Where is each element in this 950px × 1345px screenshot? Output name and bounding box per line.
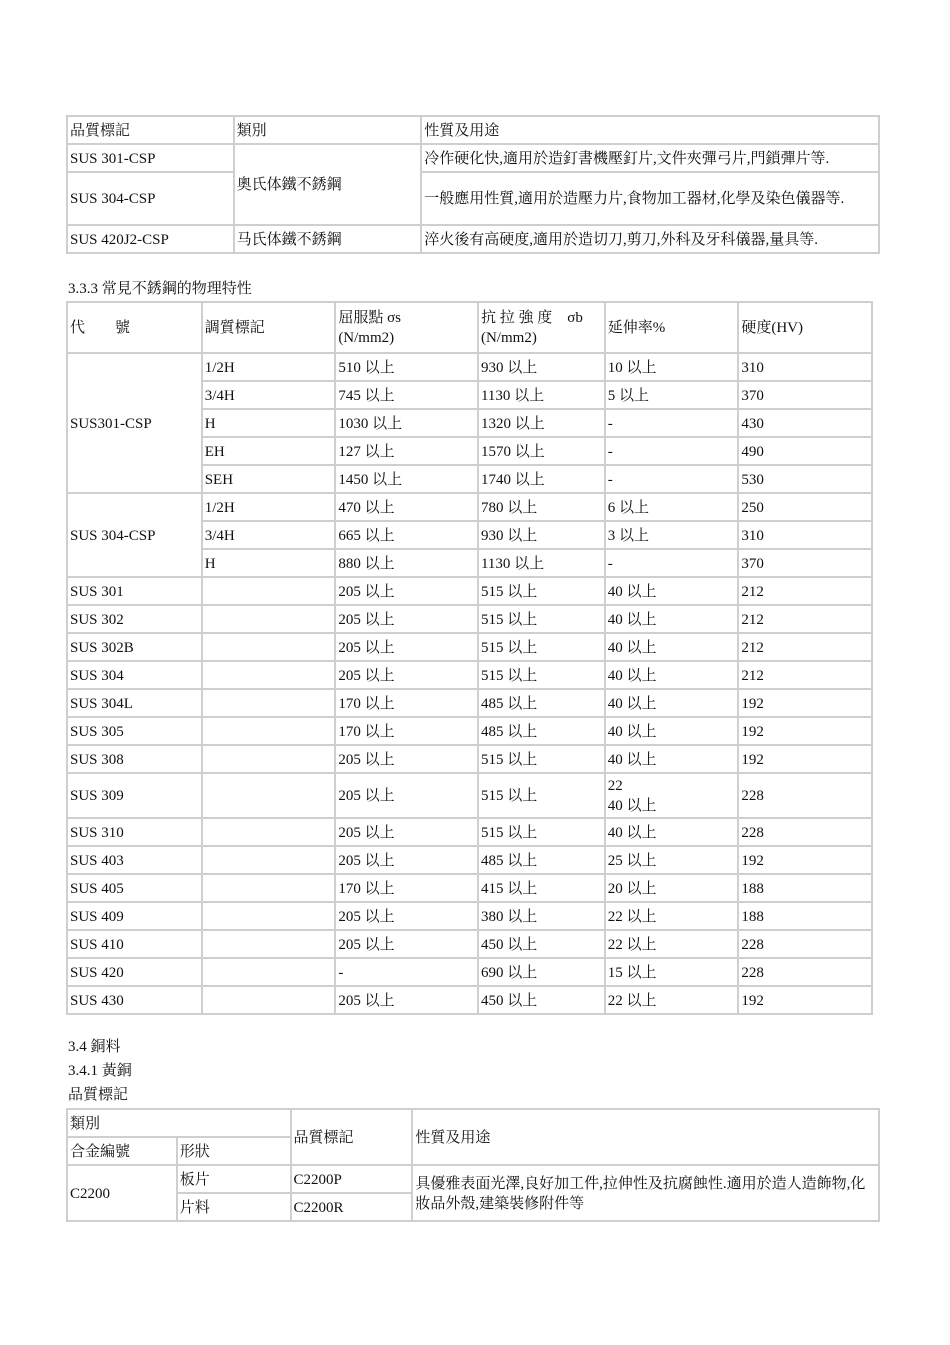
temper-cell: 1/2H xyxy=(202,493,336,521)
tensile-cell: 515 以上 xyxy=(478,818,605,846)
grade-category-cell: 奧氏体鐵不銹鋼 xyxy=(234,144,422,225)
yield-cell: 510 以上 xyxy=(335,353,478,381)
header-cell: 類別 xyxy=(234,116,422,144)
temper-cell xyxy=(202,717,336,745)
code-cell: SUS 310 xyxy=(67,818,202,846)
yield-cell: 205 以上 xyxy=(335,633,478,661)
yield-cell: 205 以上 xyxy=(335,745,478,773)
temper-cell xyxy=(202,689,336,717)
yield-cell: 205 以上 xyxy=(335,986,478,1014)
stainless-grade-table xyxy=(66,115,880,254)
hardness-cell: 370 xyxy=(738,549,872,577)
hardness-cell: 212 xyxy=(738,605,872,633)
table-row xyxy=(67,818,872,846)
hardness-cell: 228 xyxy=(738,818,872,846)
yield-cell: 205 以上 xyxy=(335,818,478,846)
temper-cell xyxy=(202,745,336,773)
tensile-cell: 690 以上 xyxy=(478,958,605,986)
header-shape: 形狀 xyxy=(177,1137,291,1165)
temper-cell xyxy=(202,986,336,1014)
hardness-cell: 192 xyxy=(738,717,872,745)
hardness-cell: 370 xyxy=(738,381,872,409)
header-yield xyxy=(335,302,478,353)
hardness-cell: 228 xyxy=(738,930,872,958)
elongation-cell: - xyxy=(605,409,739,437)
header-hardness: 硬度(HV) xyxy=(738,302,872,353)
tensile-cell: 380 以上 xyxy=(478,902,605,930)
code-cell: SUS 302B xyxy=(67,633,202,661)
section-heading: 3.3.3 常見不銹鋼的物理特性 xyxy=(68,281,252,297)
table-row xyxy=(67,633,872,661)
tensile-cell: 930 以上 xyxy=(478,521,605,549)
hardness-cell: 530 xyxy=(738,465,872,493)
subsection-heading: 3.4.1 黃銅 xyxy=(68,1063,132,1079)
mark-cell: C2200R xyxy=(291,1193,413,1221)
hardness-cell: 212 xyxy=(738,633,872,661)
table-row xyxy=(67,958,872,986)
table-header-row xyxy=(67,116,879,144)
table-row xyxy=(67,577,872,605)
tensile-cell: 485 以上 xyxy=(478,689,605,717)
hardness-cell: 490 xyxy=(738,437,872,465)
header-yield-line: 屈服點 σs xyxy=(338,310,401,326)
table-row xyxy=(67,745,872,773)
yield-cell: 205 以上 xyxy=(335,773,478,818)
yield-cell: 745 以上 xyxy=(335,381,478,409)
elongation-cell: 40 以上 xyxy=(605,577,739,605)
temper-cell: 3/4H xyxy=(202,521,336,549)
hardness-cell: 228 xyxy=(738,773,872,818)
yield-cell: 205 以上 xyxy=(335,846,478,874)
elongation-cell xyxy=(605,773,739,818)
table-row xyxy=(67,930,872,958)
code-cell: SUS 403 xyxy=(67,846,202,874)
yield-cell: 880 以上 xyxy=(335,549,478,577)
header-usage: 性質及用途 xyxy=(412,1109,879,1165)
temper-cell xyxy=(202,930,336,958)
header-tensile-line: 抗 拉 強 度 σb xyxy=(480,310,583,326)
physical-properties-table xyxy=(66,301,873,1015)
header-cell: 品質標記 xyxy=(67,116,234,144)
grade-mark-cell: SUS 420J2-CSP xyxy=(67,225,234,253)
elongation-cell: 25 以上 xyxy=(605,846,739,874)
temper-cell xyxy=(202,605,336,633)
hardness-cell: 188 xyxy=(738,902,872,930)
yield-cell: 205 以上 xyxy=(335,902,478,930)
elongation-cell: 40 以上 xyxy=(605,633,739,661)
grade-usage-cell: 淬火後有高硬度,適用於造切刀,剪刀,外科及牙科儀器,量具等. xyxy=(421,225,879,253)
grade-mark-cell: SUS 301-CSP xyxy=(67,144,234,172)
tensile-cell: 450 以上 xyxy=(478,930,605,958)
grade-category-cell: 马氏体鐵不銹鋼 xyxy=(234,225,422,253)
code-cell: SUS 305 xyxy=(67,717,202,745)
table-row xyxy=(67,493,872,521)
code-cell: SUS 430 xyxy=(67,986,202,1014)
temper-cell: H xyxy=(202,409,336,437)
grade-usage-cell: 一般應用性質,適用於造壓力片,食物加工器材,化學及染色儀器等. xyxy=(421,172,879,225)
header-tensile xyxy=(478,302,605,353)
code-cell: SUS 409 xyxy=(67,902,202,930)
alloy-cell: C2200 xyxy=(67,1165,177,1221)
yield-cell: 170 以上 xyxy=(335,874,478,902)
elongation-cell: 22 以上 xyxy=(605,930,739,958)
hardness-cell: 212 xyxy=(738,661,872,689)
yield-cell: 205 以上 xyxy=(335,605,478,633)
table-header-row xyxy=(67,1109,879,1137)
tensile-cell: 515 以上 xyxy=(478,633,605,661)
elongation-cell: 40 以上 xyxy=(605,818,739,846)
table-row xyxy=(67,689,872,717)
tensile-cell: 515 以上 xyxy=(478,661,605,689)
table-row xyxy=(67,874,872,902)
yield-cell: 170 以上 xyxy=(335,689,478,717)
temper-cell xyxy=(202,902,336,930)
code-cell: SUS 410 xyxy=(67,930,202,958)
elongation-cell: 5 以上 xyxy=(605,381,739,409)
yield-cell: 1030 以上 xyxy=(335,409,478,437)
section-heading: 3.4 銅料 xyxy=(68,1039,121,1055)
tensile-cell: 1740 以上 xyxy=(478,465,605,493)
usage-cell: 具優雅表面光澤,良好加工件,拉伸性及抗腐蝕性.適用於造人造飾物,化妝品外殼,建築裝修附件等 xyxy=(412,1165,879,1221)
elongation-cell: 22 以上 xyxy=(605,986,739,1014)
elongation-cell: 40 以上 xyxy=(605,689,739,717)
elongation-cell: - xyxy=(605,549,739,577)
table-header-row xyxy=(67,302,872,353)
hardness-cell: 228 xyxy=(738,958,872,986)
code-cell: SUS301-CSP xyxy=(67,353,202,493)
table-row xyxy=(67,225,879,253)
grade-mark-cell: SUS 304-CSP xyxy=(67,172,234,225)
yield-cell: 470 以上 xyxy=(335,493,478,521)
temper-cell xyxy=(202,874,336,902)
temper-cell xyxy=(202,958,336,986)
temper-cell xyxy=(202,577,336,605)
hardness-cell: 310 xyxy=(738,353,872,381)
cell-line: 22 xyxy=(607,778,623,794)
code-cell: SUS 405 xyxy=(67,874,202,902)
table-row xyxy=(67,902,872,930)
shape-cell: 片料 xyxy=(177,1193,291,1221)
elongation-cell: - xyxy=(605,437,739,465)
temper-cell xyxy=(202,661,336,689)
elongation-cell: 22 以上 xyxy=(605,902,739,930)
hardness-cell: 188 xyxy=(738,874,872,902)
header-elongation: 延伸率% xyxy=(605,302,739,353)
hardness-cell: 250 xyxy=(738,493,872,521)
elongation-cell: 40 以上 xyxy=(605,605,739,633)
temper-cell: SEH xyxy=(202,465,336,493)
table-row xyxy=(67,353,872,381)
yield-cell: 170 以上 xyxy=(335,717,478,745)
tensile-cell: 485 以上 xyxy=(478,717,605,745)
tensile-cell: 485 以上 xyxy=(478,846,605,874)
yield-cell: 205 以上 xyxy=(335,661,478,689)
hardness-cell: 192 xyxy=(738,986,872,1014)
hardness-cell: 192 xyxy=(738,846,872,874)
hardness-cell: 192 xyxy=(738,689,872,717)
elongation-cell: 40 以上 xyxy=(605,661,739,689)
elongation-cell: 6 以上 xyxy=(605,493,739,521)
tensile-cell: 1570 以上 xyxy=(478,437,605,465)
shape-cell: 板片 xyxy=(177,1165,291,1193)
elongation-cell: 15 以上 xyxy=(605,958,739,986)
tensile-cell: 1130 以上 xyxy=(478,549,605,577)
header-mark: 品質標記 xyxy=(291,1109,413,1165)
tensile-cell: 515 以上 xyxy=(478,577,605,605)
header-code: 代 號 xyxy=(67,302,202,353)
code-cell: SUS 309 xyxy=(67,773,202,818)
temper-cell: H xyxy=(202,549,336,577)
table-row xyxy=(67,986,872,1014)
table-row xyxy=(67,661,872,689)
tensile-cell: 1320 以上 xyxy=(478,409,605,437)
tensile-cell: 515 以上 xyxy=(478,773,605,818)
tensile-cell: 415 以上 xyxy=(478,874,605,902)
yield-cell: 127 以上 xyxy=(335,437,478,465)
yield-cell: 205 以上 xyxy=(335,577,478,605)
hardness-cell: 310 xyxy=(738,521,872,549)
temper-cell: 1/2H xyxy=(202,353,336,381)
cell-line: 40 以上 xyxy=(607,798,657,814)
hardness-cell: 212 xyxy=(738,577,872,605)
tensile-cell: 450 以上 xyxy=(478,986,605,1014)
code-cell: SUS 304-CSP xyxy=(67,493,202,577)
yield-cell: - xyxy=(335,958,478,986)
temper-cell xyxy=(202,773,336,818)
code-cell: SUS 308 xyxy=(67,745,202,773)
brass-table xyxy=(66,1108,880,1222)
code-cell: SUS 420 xyxy=(67,958,202,986)
header-tensile-unit: (N/mm2) xyxy=(480,330,537,346)
code-cell: SUS 304 xyxy=(67,661,202,689)
mark-cell: C2200P xyxy=(291,1165,413,1193)
temper-cell xyxy=(202,633,336,661)
yield-cell: 205 以上 xyxy=(335,930,478,958)
tensile-cell: 930 以上 xyxy=(478,353,605,381)
code-cell: SUS 302 xyxy=(67,605,202,633)
temper-cell: 3/4H xyxy=(202,381,336,409)
yield-cell: 1450 以上 xyxy=(335,465,478,493)
elongation-cell: - xyxy=(605,465,739,493)
header-category: 類別 xyxy=(67,1109,291,1137)
subsection-label: 品質標記 xyxy=(68,1087,129,1103)
temper-cell xyxy=(202,846,336,874)
elongation-cell: 10 以上 xyxy=(605,353,739,381)
table-row xyxy=(67,172,879,225)
tensile-cell: 1130 以上 xyxy=(478,381,605,409)
elongation-cell: 40 以上 xyxy=(605,717,739,745)
header-temper: 調質標記 xyxy=(202,302,336,353)
header-yield-unit: (N/mm2) xyxy=(338,330,395,346)
grade-usage-cell: 冷作硬化快,適用於造釘書機壓釘片,文件夾彈弓片,門鎖彈片等. xyxy=(421,144,879,172)
yield-cell: 665 以上 xyxy=(335,521,478,549)
temper-cell: EH xyxy=(202,437,336,465)
code-cell: SUS 301 xyxy=(67,577,202,605)
header-alloy: 合金編號 xyxy=(67,1137,177,1165)
temper-cell xyxy=(202,818,336,846)
table-row xyxy=(67,846,872,874)
table-row xyxy=(67,605,872,633)
tensile-cell: 780 以上 xyxy=(478,493,605,521)
code-cell: SUS 304L xyxy=(67,689,202,717)
hardness-cell: 430 xyxy=(738,409,872,437)
tensile-cell: 515 以上 xyxy=(478,745,605,773)
tensile-cell: 515 以上 xyxy=(478,605,605,633)
table-row xyxy=(67,717,872,745)
elongation-cell: 40 以上 xyxy=(605,745,739,773)
table-row xyxy=(67,773,872,818)
header-cell: 性質及用途 xyxy=(421,116,879,144)
elongation-cell: 20 以上 xyxy=(605,874,739,902)
elongation-cell: 3 以上 xyxy=(605,521,739,549)
table-row xyxy=(67,144,879,172)
hardness-cell: 192 xyxy=(738,745,872,773)
table-row xyxy=(67,1165,879,1193)
